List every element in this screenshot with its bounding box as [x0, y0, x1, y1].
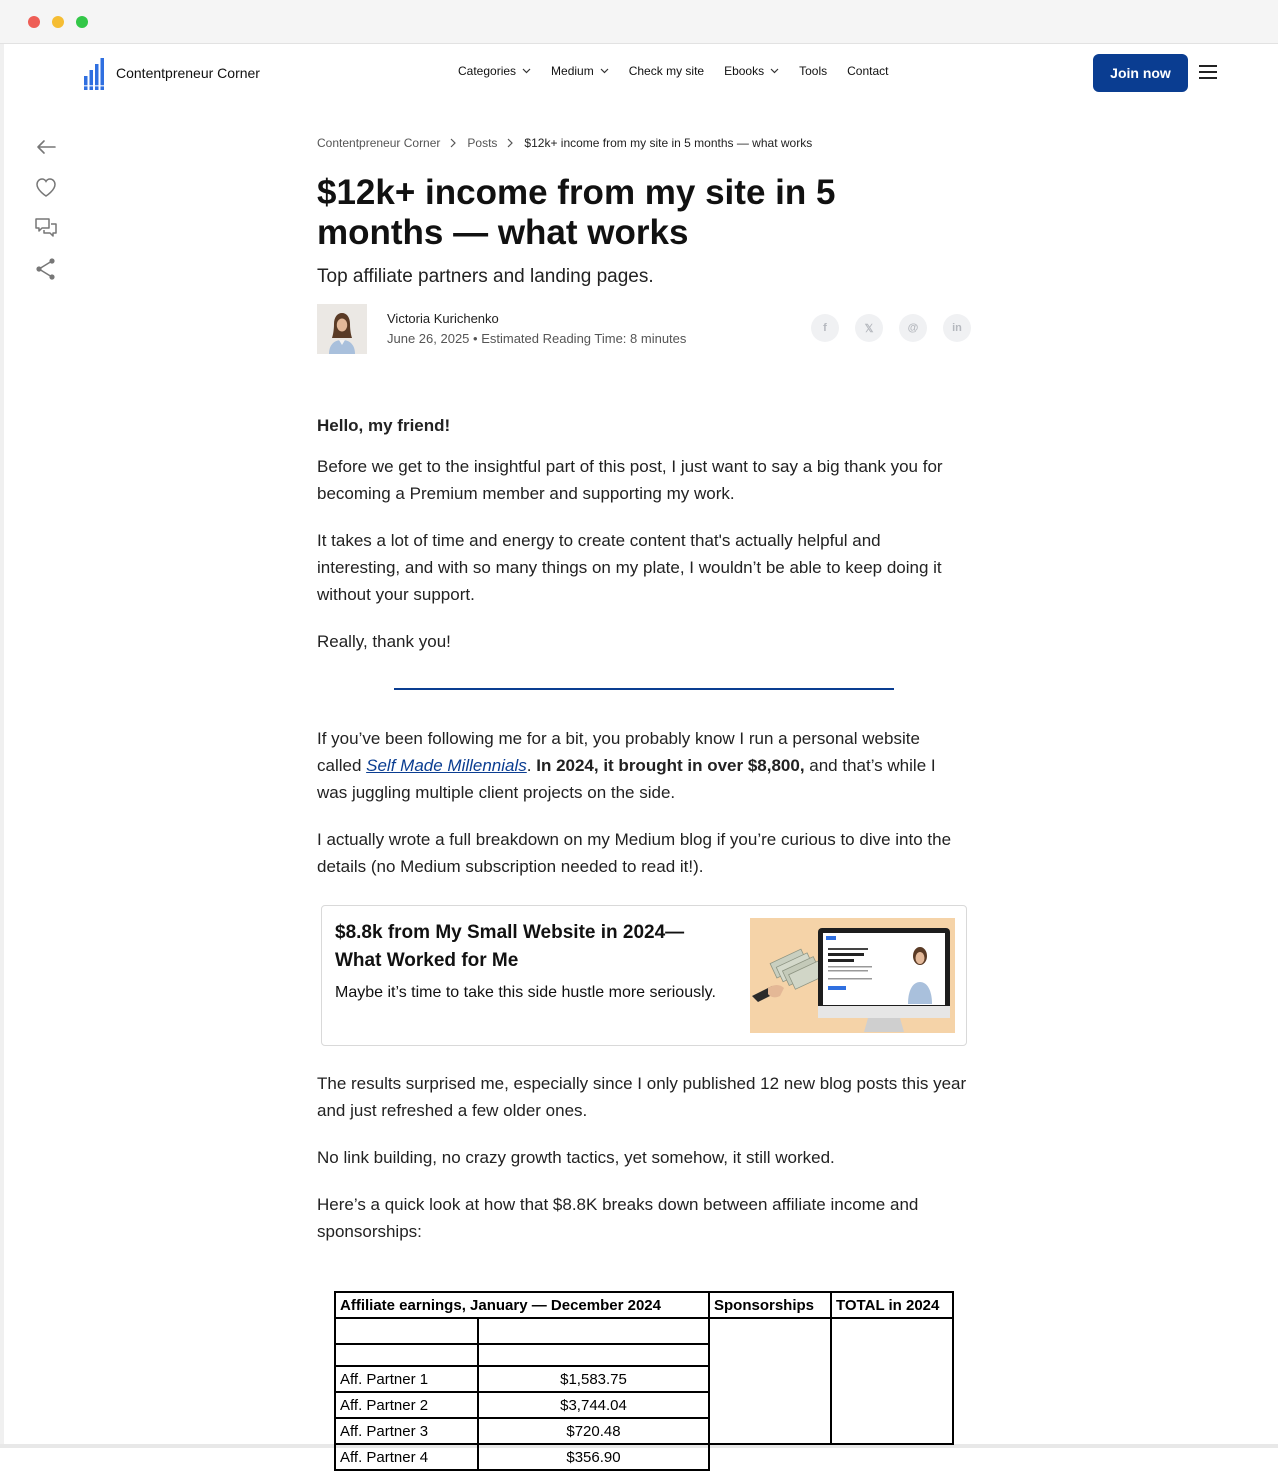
- nav-categories[interactable]: [458, 64, 531, 78]
- heart-icon[interactable]: [33, 174, 59, 200]
- article-meta: June 26, 2025 • Estimated Reading Time: 8 minutes: [387, 331, 687, 346]
- section-divider: [394, 688, 894, 690]
- back-arrow-icon[interactable]: [33, 134, 59, 160]
- greeting: Hello, my friend!: [317, 416, 451, 435]
- chevron-down-icon: [522, 68, 531, 74]
- table-cell-sponsorships: [709, 1318, 831, 1444]
- partner-name: Aff. Partner 4: [335, 1444, 478, 1470]
- chevron-down-icon: [600, 68, 609, 74]
- minimize-window-button[interactable]: [52, 16, 64, 28]
- nav-contact-label: Contact: [847, 64, 889, 78]
- threads-share-icon[interactable]: @: [899, 314, 927, 342]
- partner-name: Aff. Partner 2: [335, 1392, 478, 1418]
- reading-time: Estimated Reading Time: 8 minutes: [481, 331, 687, 346]
- partner-amount: $356.90: [478, 1444, 709, 1470]
- hamburger-menu-icon[interactable]: [1199, 65, 1217, 79]
- nav-check-my-site-label: Check my site: [628, 64, 705, 78]
- nav-ebooks[interactable]: [724, 64, 779, 78]
- nav-tools-label: Tools: [799, 64, 828, 78]
- table-cell-empty: [335, 1318, 478, 1344]
- table-cell-empty: [478, 1344, 709, 1366]
- paragraph-8: Here’s a quick look at how that $8.8K breaks down between affiliate income and sponsorships:: [317, 1195, 919, 1241]
- chevron-down-icon: [770, 68, 779, 74]
- breadcrumb-posts[interactable]: Posts: [467, 136, 498, 150]
- chevron-right-icon: [450, 138, 457, 148]
- table-header-total: TOTAL in 2024: [831, 1292, 953, 1318]
- card-thumbnail: [750, 918, 955, 1033]
- window-frame-left: [0, 44, 4, 1448]
- close-window-button[interactable]: [28, 16, 40, 28]
- share-icon[interactable]: [33, 256, 59, 282]
- paragraph-4-end: and that’s while I was juggling multiple client projects on the side.: [317, 756, 936, 802]
- table-cell-total: [831, 1318, 953, 1444]
- paragraph-4: [317, 725, 967, 806]
- partner-name: Aff. Partner 3: [335, 1418, 478, 1444]
- nav-tools[interactable]: [799, 64, 827, 78]
- paragraph-2: It takes a lot of time and energy to create content that's actually helpful and interesting, and with so many things on my plate, I wouldn’t be able to keep doing it without your support.: [317, 531, 942, 604]
- avatar[interactable]: [317, 304, 367, 354]
- nav-contact[interactable]: [847, 64, 888, 78]
- table-cell-empty: [478, 1318, 709, 1344]
- social-share-buttons: [811, 314, 971, 342]
- table-header-affiliate: Affiliate earnings, January — December 2024: [335, 1292, 709, 1318]
- nav-categories-label: Categories: [458, 64, 517, 78]
- breadcrumb: [317, 136, 967, 150]
- nav-check-my-site[interactable]: [629, 64, 704, 78]
- card-title: $8.8k from My Small Website in 2024— What Worked for Me: [335, 922, 685, 971]
- article-title: $12k+ income from my site in 5 months — what works: [317, 173, 836, 252]
- linkedin-share-icon[interactable]: in: [943, 314, 971, 342]
- paragraph-4-bold: In 2024, it brought in over $8,800,: [536, 756, 805, 775]
- comments-icon[interactable]: [33, 215, 59, 241]
- browser-chrome: [0, 0, 1278, 44]
- site-name-link[interactable]: Contentpreneur Corner: [116, 65, 260, 81]
- nav-ebooks-label: Ebooks: [724, 64, 765, 78]
- article: [317, 136, 967, 1245]
- table-cell-empty: [335, 1344, 478, 1366]
- author-name[interactable]: Victoria Kurichenko: [387, 311, 499, 326]
- nav-medium-label: Medium: [551, 64, 594, 78]
- paragraph-4-start: If you’ve been following me for a bit, you probably know I run a personal website called: [317, 729, 920, 775]
- article-subtitle: Top affiliate partners and landing pages.: [317, 266, 654, 287]
- self-made-millennials-link[interactable]: Self Made Millennials: [366, 756, 527, 775]
- breadcrumb-home[interactable]: Contentpreneur Corner: [317, 136, 441, 150]
- card-description: Maybe it’s time to take this side hustle more seriously.: [335, 984, 716, 1001]
- table-row: [335, 1444, 953, 1470]
- author-row: [317, 304, 967, 356]
- maximize-window-button[interactable]: [76, 16, 88, 28]
- x-share-icon[interactable]: 𝕏: [855, 314, 883, 342]
- table-header-sponsorships: Sponsorships: [709, 1292, 831, 1318]
- partner-amount: $1,583.75: [478, 1366, 709, 1392]
- facebook-share-icon[interactable]: f: [811, 314, 839, 342]
- paragraph-4-punct: .: [526, 756, 537, 775]
- site-logo-icon[interactable]: [82, 56, 106, 90]
- join-now-button[interactable]: Join now: [1093, 54, 1188, 92]
- medium-article-card[interactable]: [321, 905, 967, 1046]
- paragraph-5: I actually wrote a full breakdown on my Medium blog if you’re curious to dive into the details (no Medium subscription needed to read it!).: [317, 830, 952, 876]
- paragraph-3: Really, thank you!: [317, 632, 451, 651]
- partner-name: Aff. Partner 1: [335, 1366, 478, 1392]
- nav-medium[interactable]: [551, 64, 609, 78]
- card-thumbnail-illustration: [750, 918, 955, 1033]
- paragraph-1: Before we get to the insightful part of this post, I just want to say a big thank you for becoming a Premium member and supporting my work.: [317, 457, 943, 503]
- site-header: [4, 44, 1278, 102]
- article-date: June 26, 2025: [387, 331, 470, 346]
- breadcrumb-current: $12k+ income from my site in 5 months — what works: [524, 136, 813, 150]
- partner-amount: $3,744.04: [478, 1392, 709, 1418]
- partner-amount: $720.48: [478, 1418, 709, 1444]
- earnings-table: [334, 1291, 954, 1471]
- chevron-right-icon: [507, 138, 514, 148]
- main-nav: [458, 64, 888, 78]
- author-photo: [317, 304, 367, 354]
- paragraph-6: The results surprised me, especially since I only published 12 new blog posts this year and just refreshed a few older ones.: [317, 1074, 967, 1120]
- paragraph-7: No link building, no crazy growth tactics, yet somehow, it still worked.: [317, 1148, 835, 1167]
